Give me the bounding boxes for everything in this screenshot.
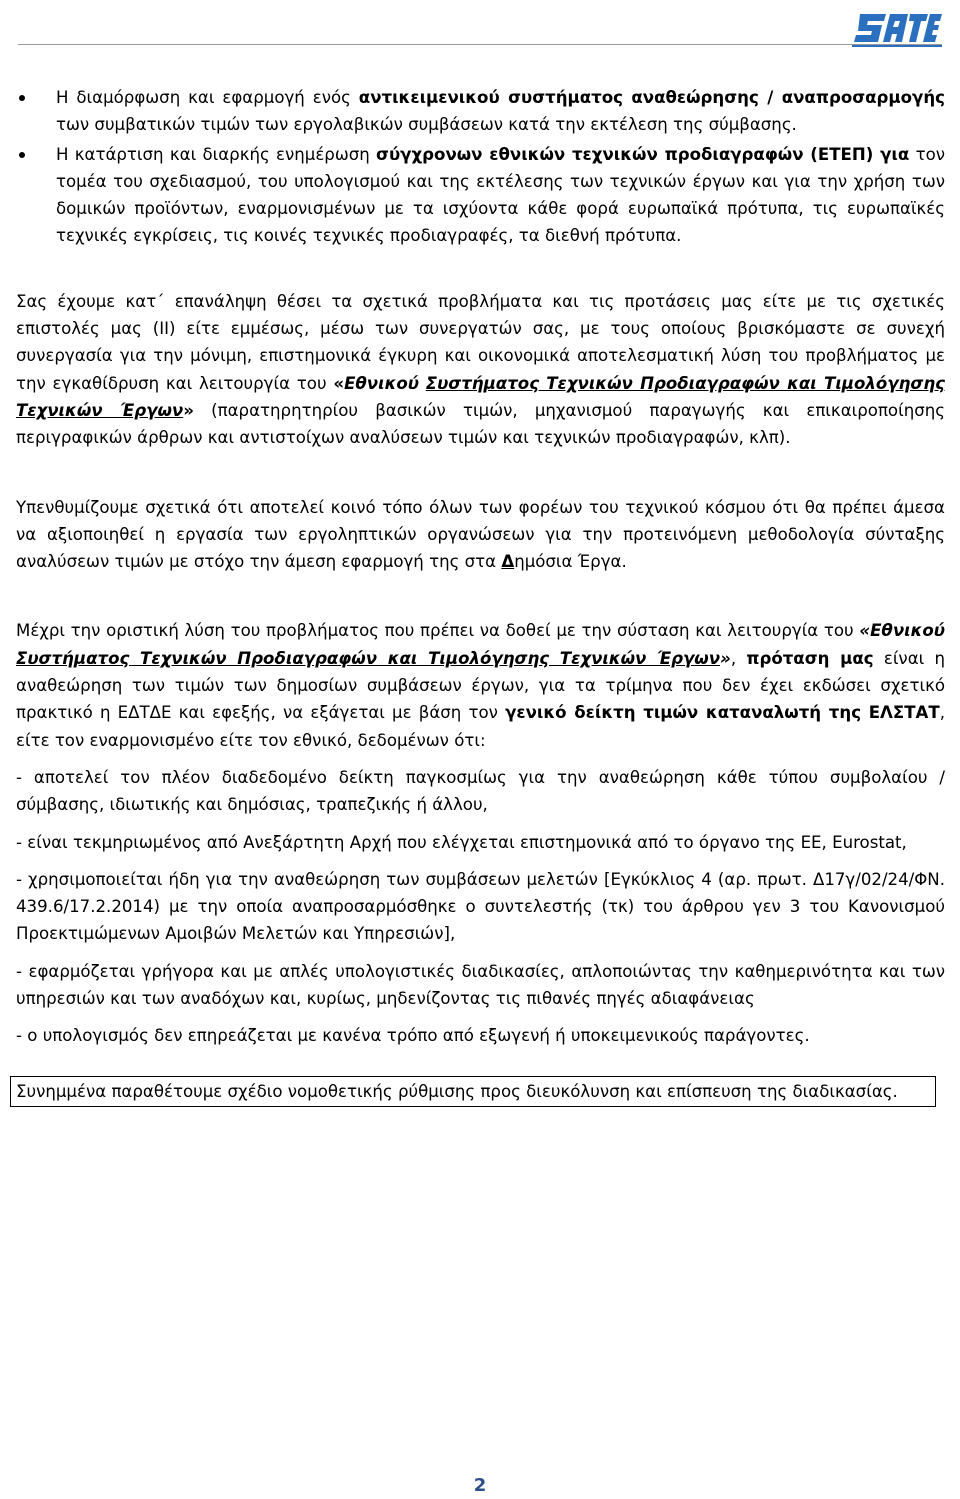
- text: των συμβατικών τιμών των εργολαβικών συμβάσεων κατά την εκτέλεση της σύμβασης.: [56, 115, 797, 135]
- page-number: 2: [473, 1475, 487, 1496]
- text: Η διαμόρφωση και εφαρμογή ενός: [56, 88, 359, 107]
- bullet-item-2: [16, 141, 945, 250]
- bullet-item-1: [16, 84, 945, 139]
- bold-text: σύγχρονων εθνικών τεχνικών προδιαγραφών (ΕΤΕΠ) για: [376, 144, 910, 164]
- bullet-list: [16, 84, 945, 250]
- dash-item-4: - εφαρμόζεται γρήγορα και με απλές υπολογιστικές διαδικασίες, απλοποιώντας την καθημερινότητα και των υπηρεσιών και των αναδόχων και, κυρίως, μηδενίζοντας τις πιθανές πηγές αδιαφάνειας: [16, 961, 945, 1009]
- dash-item-3: - χρησιμοποιείται ήδη για την αναθεώρηση των συμβάσεων μελετών [Εγκύκλιος 4 (αρ. πρωτ. Δ17γ/02/24/ΦΝ. 439.6/17.2.2014) με την οποία αναπροσαρμόσθηκε ο συντελεστής (τκ) του άρθρου γεν 3 του Κανονισμού Προεκτιμώμενων Αμοιβών Μελετών και Υπηρεσιών],: [16, 869, 945, 944]
- paragraph-reminder: Υπενθυμίζουμε σχετικά ότι αποτελεί κοινό τόπο όλων των φορέων του τεχνικού κόσμου ότι θα πρέπει άμεσα να αξιοποιηθεί η εργασία των εργοληπτικών οργανώσεων για την προτεινόμενη μεθοδολογία σύνταξης αναλύσεων τιμών με στόχο την άμεση εφαρμογή της στα Δημόσια Έργα.: [16, 497, 945, 572]
- bold-text: αντικειμενικού συστήματος αναθεώρησης / αναπροσαρμογής: [358, 88, 945, 107]
- bullet-dot-icon: [19, 152, 25, 158]
- dash-item-1: - αποτελεί τον πλέον διαδεδομένο δείκτη παγκοσμίως για την αναθεώρηση κάθε τύπου συμβολαίου / σύμβασης, ιδιωτικής και δημόσιας, τραπεζικής ή άλλου,: [16, 767, 945, 815]
- dash-item-2: - είναι τεκμηριωμένος από Ανεξάρτητη Αρχή που ελέγχεται επιστημονικά από το όργανο της ΕΕ, Eurostat,: [16, 832, 907, 852]
- text: τον τομέα του σχεδιασμού, του υπολογισμού και της εκτέλεσης των τεχνικών έργων και για την χρήση των δομικών προϊόντων, εναρμονισμένων με τα ισχύοντα κάθε φορά ευρωπαϊκά πρότυπα, τις ευρωπαϊκές τεχνικές εγκρίσεις, τις κοινές τεχνικές προδιαγραφές, τα διεθνή πρότυπα.: [56, 144, 946, 246]
- text: Η κατάρτιση και διαρκής ενημέρωση: [56, 144, 377, 164]
- paragraph-previous-letters: Σας έχουμε κατ΄ επανάληψη θέσει τα σχετικά προβλήματα και τις προτάσεις μας είτε με τις σχετικές επιστολές μας (ΙΙ) είτε εμμέσως, μέσω των συνεργατών σας, με τους οποίους βρισκόμαστε σε συνεχή συνεργασία για την μόνιμη, επιστημονικά έγκυρη και οικονομικά αποτελεσματική λύση του προβλήματος με την εγκαθίδρυση και λειτουργία του «Εθνικού Συστήματος Τεχνικών Προδιαγραφών και Τιμολόγησης Τεχνικών Έργων» (παρατηρητηρίου βασικών τιμών, μηχανισμού παραγωγής και επικαιροποίησης περιγραφικών άρθρων και αντιστοίχων αναλύσεων τιμών και τεχνικών προδιαγραφών, κλπ).: [16, 291, 945, 448]
- document-body: [16, 84, 945, 1107]
- header-rule: [18, 44, 942, 45]
- sate-logo: [852, 8, 942, 48]
- paragraph-proposal: Μέχρι την οριστική λύση του προβλήματος που πρέπει να δοθεί με την σύσταση και λειτουργία του «Εθνικού Συστήματος Τεχνικών Προδιαγραφών και Τιμολόγησης Τεχνικών Έργων», πρόταση μας είναι η αναθεώρηση των τιμών των δημοσίων συμβάσεων έργων, για τα τρίμηνα που δεν έχει εκδώσει σχετικό πρακτικό η ΕΔΤΔΕ και εφεξής, να εξάγεται με βάση τον γενικό δείκτη τιμών καταναλωτή της ΕΛΣΤΑΤ, είτε τον εναρμονισμένο είτε τον εθνικό, δεδομένων ότι:: [16, 621, 945, 750]
- dash-item-5: - ο υπολογισμός δεν επηρεάζεται με κανένα τρόπο από εξωγενή ή υποκειμενικούς παράγοντες.: [16, 1026, 810, 1046]
- attachment-note-box: Συνημμένα παραθέτουμε σχέδιο νομοθετικής ρύθμισης προς διευκόλυνση και επίσπευση της διαδικασίας.: [10, 1076, 936, 1107]
- bullet-dot-icon: [19, 95, 25, 101]
